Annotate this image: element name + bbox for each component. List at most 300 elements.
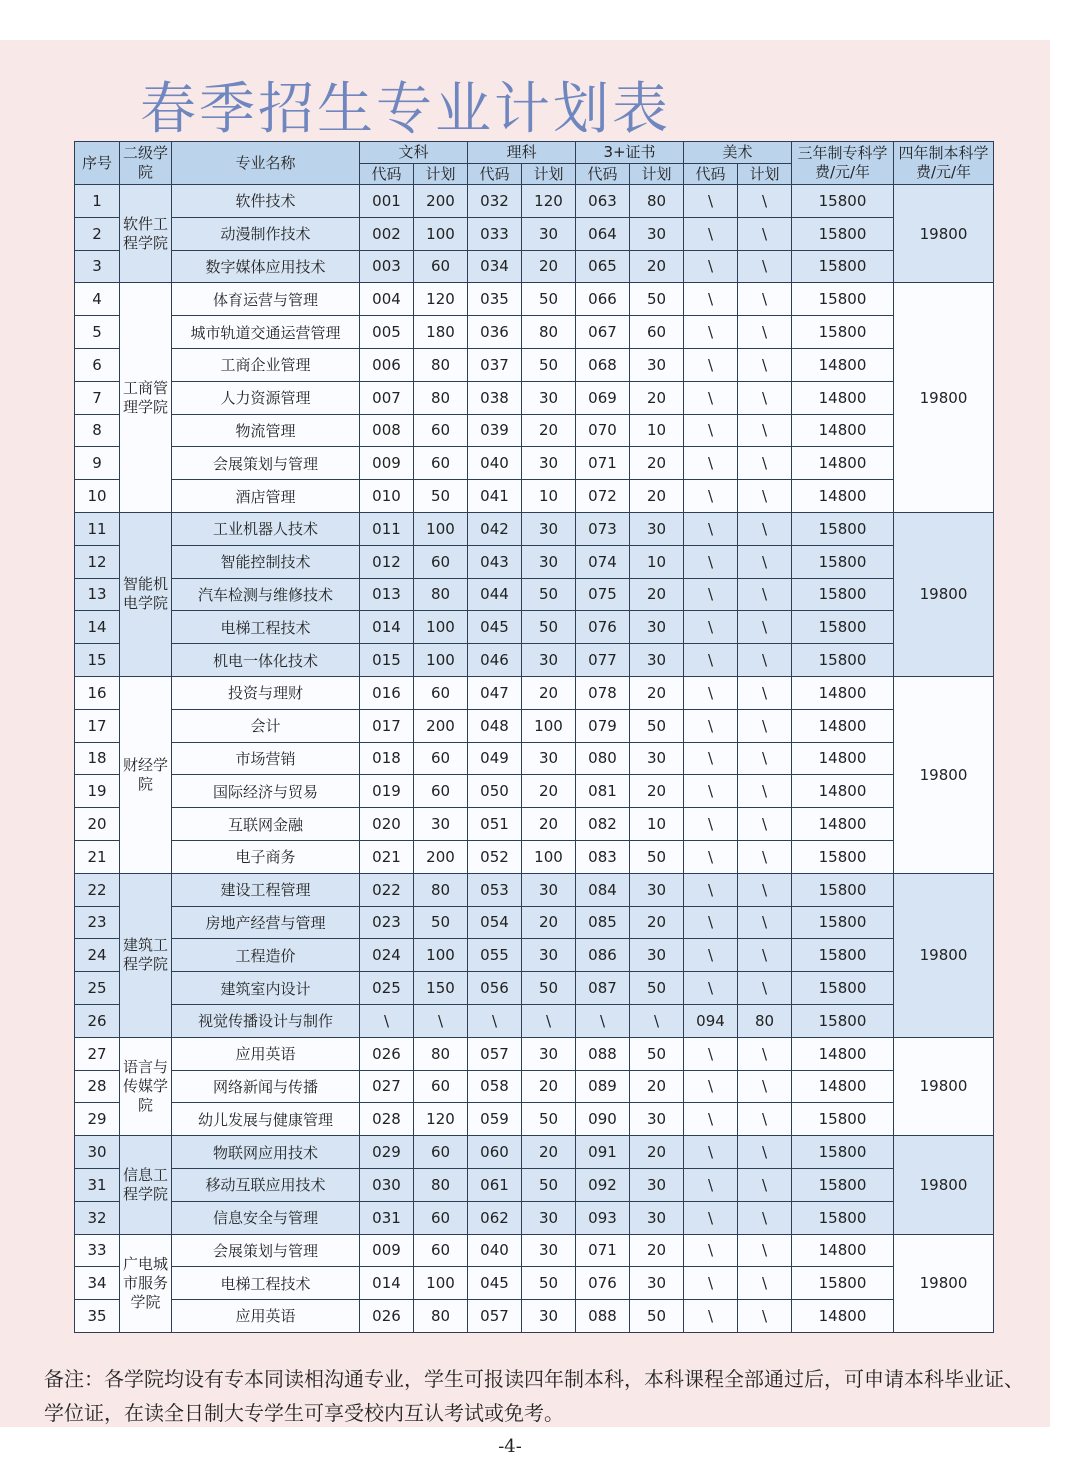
cell-sanjia-code: 064 <box>576 217 630 250</box>
cell-meishu-plan: \ <box>738 480 792 513</box>
cell-seq: 5 <box>75 316 120 349</box>
header-wenke: 文科 <box>360 142 468 164</box>
cell-sanjia-plan: 30 <box>630 1168 684 1201</box>
cell-wenke-code: 016 <box>360 676 414 709</box>
cell-major: 智能控制技术 <box>172 545 360 578</box>
footnote: 备注：各学院均设有专本同读相沟通专业，学生可报读四年制本科，本科课程全部通过后，可申请本科毕业证、学位证，在读全日制大专学生可享受校内互认考试或免考。 <box>44 1367 1024 1425</box>
cell-fee3: 14800 <box>792 1234 894 1267</box>
cell-like-plan: 120 <box>522 185 576 218</box>
cell-major: 互联网金融 <box>172 808 360 841</box>
cell-seq: 35 <box>75 1300 120 1333</box>
cell-wenke-code: 010 <box>360 480 414 513</box>
cell-wenke-code: 031 <box>360 1201 414 1234</box>
cell-sanjia-code: 067 <box>576 316 630 349</box>
header-plan: 计划 <box>738 164 792 185</box>
cell-major: 会展策划与管理 <box>172 447 360 480</box>
cell-meishu-plan: \ <box>738 217 792 250</box>
cell-wenke-code: 002 <box>360 217 414 250</box>
cell-wenke-code: 003 <box>360 250 414 283</box>
table-row <box>75 808 994 841</box>
table-row <box>75 873 994 906</box>
cell-major: 数字媒体应用技术 <box>172 250 360 283</box>
cell-seq: 28 <box>75 1070 120 1103</box>
cell-meishu-code: \ <box>684 840 738 873</box>
cell-major: 幼儿发展与健康管理 <box>172 1103 360 1136</box>
cell-meishu-plan: \ <box>738 512 792 545</box>
header-plan: 计划 <box>414 164 468 185</box>
cell-wenke-plan: 50 <box>414 906 468 939</box>
table-row <box>75 512 994 545</box>
cell-wenke-plan: 200 <box>414 709 468 742</box>
cell-meishu-code: \ <box>684 1300 738 1333</box>
cell-sanjia-plan: 20 <box>630 1070 684 1103</box>
cell-major: 建筑室内设计 <box>172 972 360 1005</box>
cell-fee4: 19800 <box>894 873 994 1037</box>
cell-like-code: 041 <box>468 480 522 513</box>
cell-major: 电子商务 <box>172 840 360 873</box>
cell-fee3: 15800 <box>792 250 894 283</box>
cell-seq: 1 <box>75 185 120 218</box>
cell-like-code: 038 <box>468 381 522 414</box>
table-body <box>75 185 994 1333</box>
cell-fee3: 14800 <box>792 348 894 381</box>
header-college: 二级学院 <box>120 142 172 185</box>
cell-wenke-plan: 80 <box>414 578 468 611</box>
table-row <box>75 447 994 480</box>
cell-wenke-plan: 60 <box>414 414 468 447</box>
cell-wenke-code: 019 <box>360 775 414 808</box>
cell-like-plan: 20 <box>522 906 576 939</box>
cell-meishu-code: \ <box>684 676 738 709</box>
cell-meishu-plan: \ <box>738 840 792 873</box>
cell-fee3: 15800 <box>792 217 894 250</box>
cell-wenke-code: 009 <box>360 447 414 480</box>
cell-sanjia-plan: 50 <box>630 972 684 1005</box>
cell-sanjia-plan: 10 <box>630 808 684 841</box>
table-row <box>75 480 994 513</box>
cell-wenke-code: 017 <box>360 709 414 742</box>
cell-sanjia-plan: 50 <box>630 1037 684 1070</box>
cell-like-plan: 20 <box>522 1070 576 1103</box>
cell-seq: 10 <box>75 480 120 513</box>
cell-like-code: 046 <box>468 644 522 677</box>
cell-meishu-code: 094 <box>684 1004 738 1037</box>
cell-sanjia-code: 092 <box>576 1168 630 1201</box>
cell-meishu-plan: \ <box>738 250 792 283</box>
cell-wenke-plan: 180 <box>414 316 468 349</box>
cell-like-plan: 30 <box>522 1201 576 1234</box>
cell-seq: 9 <box>75 447 120 480</box>
cell-wenke-code: 026 <box>360 1300 414 1333</box>
cell-sanjia-code: 071 <box>576 1234 630 1267</box>
cell-like-code: 053 <box>468 873 522 906</box>
cell-wenke-code: 028 <box>360 1103 414 1136</box>
cell-like-code: 052 <box>468 840 522 873</box>
cell-major: 软件技术 <box>172 185 360 218</box>
cell-meishu-plan: \ <box>738 972 792 1005</box>
cell-like-code: 048 <box>468 709 522 742</box>
cell-fee3: 14800 <box>792 1070 894 1103</box>
cell-sanjia-plan: 20 <box>630 578 684 611</box>
table-row <box>75 742 994 775</box>
cell-sanjia-code: 084 <box>576 873 630 906</box>
table-row <box>75 709 994 742</box>
table-row <box>75 1168 994 1201</box>
cell-meishu-plan: \ <box>738 348 792 381</box>
cell-like-plan: 30 <box>522 1037 576 1070</box>
cell-fee3: 15800 <box>792 1103 894 1136</box>
table-row <box>75 840 994 873</box>
cell-fee3: 15800 <box>792 1267 894 1300</box>
table-row <box>75 381 994 414</box>
cell-wenke-code: 014 <box>360 1267 414 1300</box>
header-code: 代码 <box>360 164 414 185</box>
cell-meishu-plan: \ <box>738 1070 792 1103</box>
cell-fee3: 15800 <box>792 939 894 972</box>
cell-meishu-code: \ <box>684 578 738 611</box>
cell-seq: 16 <box>75 676 120 709</box>
cell-wenke-plan: 200 <box>414 840 468 873</box>
cell-wenke-code: 009 <box>360 1234 414 1267</box>
cell-fee3: 15800 <box>792 316 894 349</box>
cell-wenke-code: 029 <box>360 1136 414 1169</box>
cell-wenke-plan: 80 <box>414 348 468 381</box>
cell-meishu-code: \ <box>684 283 738 316</box>
cell-meishu-plan: \ <box>738 611 792 644</box>
cell-like-code: 040 <box>468 1234 522 1267</box>
cell-sanjia-code: 091 <box>576 1136 630 1169</box>
cell-like-code: 060 <box>468 1136 522 1169</box>
cell-meishu-plan: \ <box>738 578 792 611</box>
cell-seq: 23 <box>75 906 120 939</box>
cell-sanjia-plan: 30 <box>630 1267 684 1300</box>
cell-wenke-code: 021 <box>360 840 414 873</box>
cell-wenke-plan: 80 <box>414 1168 468 1201</box>
cell-wenke-plan: 100 <box>414 644 468 677</box>
table-row <box>75 644 994 677</box>
cell-like-code: 045 <box>468 1267 522 1300</box>
page-number: -4- <box>498 1436 522 1457</box>
cell-sanjia-plan: 50 <box>630 1300 684 1333</box>
table-row <box>75 906 994 939</box>
cell-like-plan: 50 <box>522 972 576 1005</box>
cell-sanjia-code: 076 <box>576 1267 630 1300</box>
cell-like-plan: 20 <box>522 1136 576 1169</box>
cell-wenke-code: 015 <box>360 644 414 677</box>
cell-major: 会展策划与管理 <box>172 1234 360 1267</box>
cell-meishu-plan: \ <box>738 644 792 677</box>
cell-meishu-plan: \ <box>738 1037 792 1070</box>
cell-meishu-code: \ <box>684 611 738 644</box>
cell-seq: 2 <box>75 217 120 250</box>
cell-sanjia-code: 093 <box>576 1201 630 1234</box>
cell-sanjia-code: 087 <box>576 972 630 1005</box>
cell-sanjia-code: 080 <box>576 742 630 775</box>
cell-fee3: 14800 <box>792 447 894 480</box>
cell-meishu-plan: \ <box>738 939 792 972</box>
cell-wenke-plan: 60 <box>414 447 468 480</box>
cell-wenke-code: 020 <box>360 808 414 841</box>
cell-meishu-code: \ <box>684 1136 738 1169</box>
cell-sanjia-code: 088 <box>576 1037 630 1070</box>
cell-seq: 27 <box>75 1037 120 1070</box>
cell-fee4: 19800 <box>894 185 994 283</box>
cell-fee3: 15800 <box>792 578 894 611</box>
cell-sanjia-plan: 20 <box>630 447 684 480</box>
cell-meishu-plan: \ <box>738 742 792 775</box>
cell-sanjia-code: 075 <box>576 578 630 611</box>
cell-meishu-plan: \ <box>738 381 792 414</box>
cell-wenke-plan: 60 <box>414 775 468 808</box>
cell-sanjia-plan: 20 <box>630 775 684 808</box>
cell-meishu-plan: \ <box>738 414 792 447</box>
cell-sanjia-code: 071 <box>576 447 630 480</box>
cell-wenke-plan: 80 <box>414 1300 468 1333</box>
cell-seq: 4 <box>75 283 120 316</box>
cell-major: 体育运营与管理 <box>172 283 360 316</box>
table-row <box>75 1234 994 1267</box>
cell-like-plan: 50 <box>522 283 576 316</box>
cell-major: 应用英语 <box>172 1037 360 1070</box>
cell-wenke-plan: 60 <box>414 545 468 578</box>
cell-sanjia-code: 073 <box>576 512 630 545</box>
cell-like-code: 059 <box>468 1103 522 1136</box>
cell-sanjia-plan: 50 <box>630 840 684 873</box>
cell-seq: 7 <box>75 381 120 414</box>
cell-like-code: 047 <box>468 676 522 709</box>
cell-like-plan: 30 <box>522 381 576 414</box>
cell-wenke-plan: 80 <box>414 873 468 906</box>
cell-like-code: 056 <box>468 972 522 1005</box>
cell-like-code: 061 <box>468 1168 522 1201</box>
cell-like-plan: 100 <box>522 709 576 742</box>
cell-meishu-plan: \ <box>738 808 792 841</box>
cell-like-plan: 20 <box>522 414 576 447</box>
cell-seq: 20 <box>75 808 120 841</box>
cell-sanjia-plan: \ <box>630 1004 684 1037</box>
cell-like-code: 044 <box>468 578 522 611</box>
cell-wenke-plan: 120 <box>414 283 468 316</box>
cell-sanjia-code: 069 <box>576 381 630 414</box>
cell-like-plan: 10 <box>522 480 576 513</box>
cell-meishu-plan: \ <box>738 676 792 709</box>
cell-wenke-plan: 200 <box>414 185 468 218</box>
cell-like-plan: 30 <box>522 217 576 250</box>
table-row <box>75 611 994 644</box>
cell-like-code: 049 <box>468 742 522 775</box>
cell-meishu-code: \ <box>684 1070 738 1103</box>
cell-fee3: 14800 <box>792 1300 894 1333</box>
table-row <box>75 1070 994 1103</box>
cell-major: 市场营销 <box>172 742 360 775</box>
cell-wenke-code: 001 <box>360 185 414 218</box>
table-row <box>75 1004 994 1037</box>
table-row <box>75 217 994 250</box>
cell-wenke-code: 011 <box>360 512 414 545</box>
cell-sanjia-code: 076 <box>576 611 630 644</box>
cell-college: 财经学院 <box>120 676 172 873</box>
cell-meishu-code: \ <box>684 480 738 513</box>
cell-wenke-code: 030 <box>360 1168 414 1201</box>
cell-meishu-plan: \ <box>738 185 792 218</box>
cell-sanjia-plan: 20 <box>630 250 684 283</box>
enrollment-plan-table <box>74 141 994 1333</box>
cell-like-plan: 20 <box>522 250 576 283</box>
cell-fee4: 19800 <box>894 1234 994 1332</box>
cell-seq: 33 <box>75 1234 120 1267</box>
cell-seq: 15 <box>75 644 120 677</box>
cell-fee3: 14800 <box>792 808 894 841</box>
cell-like-code: \ <box>468 1004 522 1037</box>
cell-major: 建设工程管理 <box>172 873 360 906</box>
header-major: 专业名称 <box>172 142 360 185</box>
cell-major: 电梯工程技术 <box>172 1267 360 1300</box>
cell-major: 汽车检测与维修技术 <box>172 578 360 611</box>
cell-wenke-code: 005 <box>360 316 414 349</box>
cell-sanjia-plan: 30 <box>630 512 684 545</box>
cell-like-code: 032 <box>468 185 522 218</box>
cell-sanjia-plan: 20 <box>630 906 684 939</box>
cell-seq: 24 <box>75 939 120 972</box>
cell-major: 酒店管理 <box>172 480 360 513</box>
cell-meishu-code: \ <box>684 709 738 742</box>
cell-fee3: 14800 <box>792 742 894 775</box>
cell-meishu-code: \ <box>684 742 738 775</box>
cell-fee3: 15800 <box>792 1168 894 1201</box>
cell-fee3: 14800 <box>792 480 894 513</box>
cell-seq: 14 <box>75 611 120 644</box>
cell-meishu-plan: \ <box>738 1136 792 1169</box>
cell-like-plan: 30 <box>522 447 576 480</box>
table-row <box>75 414 994 447</box>
cell-fee3: 14800 <box>792 709 894 742</box>
cell-wenke-code: 012 <box>360 545 414 578</box>
cell-seq: 21 <box>75 840 120 873</box>
cell-seq: 31 <box>75 1168 120 1201</box>
cell-college: 工商管理学院 <box>120 283 172 513</box>
cell-wenke-code: 008 <box>360 414 414 447</box>
table-row <box>75 250 994 283</box>
table-row <box>75 972 994 1005</box>
cell-sanjia-code: 068 <box>576 348 630 381</box>
cell-meishu-code: \ <box>684 1201 738 1234</box>
cell-major: 国际经济与贸易 <box>172 775 360 808</box>
cell-wenke-plan: 100 <box>414 939 468 972</box>
cell-meishu-plan: \ <box>738 775 792 808</box>
cell-meishu-code: \ <box>684 1037 738 1070</box>
cell-major: 应用英语 <box>172 1300 360 1333</box>
cell-like-code: 043 <box>468 545 522 578</box>
table-row <box>75 1300 994 1333</box>
cell-like-code: 051 <box>468 808 522 841</box>
table-row <box>75 316 994 349</box>
cell-seq: 8 <box>75 414 120 447</box>
cell-sanjia-plan: 60 <box>630 316 684 349</box>
cell-sanjia-plan: 30 <box>630 873 684 906</box>
cell-wenke-plan: 100 <box>414 512 468 545</box>
cell-meishu-plan: \ <box>738 1103 792 1136</box>
cell-sanjia-code: 072 <box>576 480 630 513</box>
table-row <box>75 1201 994 1234</box>
cell-meishu-code: \ <box>684 1234 738 1267</box>
cell-like-plan: \ <box>522 1004 576 1037</box>
cell-meishu-plan: \ <box>738 447 792 480</box>
cell-sanjia-code: 065 <box>576 250 630 283</box>
cell-seq: 17 <box>75 709 120 742</box>
cell-like-plan: 30 <box>522 545 576 578</box>
cell-fee3: 15800 <box>792 840 894 873</box>
cell-meishu-plan: \ <box>738 1234 792 1267</box>
header-meishu: 美术 <box>684 142 792 164</box>
cell-wenke-plan: 50 <box>414 480 468 513</box>
cell-like-code: 058 <box>468 1070 522 1103</box>
header-plan: 计划 <box>522 164 576 185</box>
cell-wenke-plan: 80 <box>414 381 468 414</box>
cell-like-plan: 30 <box>522 873 576 906</box>
header-fee3: 三年制专科学费/元/年 <box>792 142 894 185</box>
cell-meishu-plan: \ <box>738 873 792 906</box>
cell-meishu-code: \ <box>684 512 738 545</box>
cell-like-code: 062 <box>468 1201 522 1234</box>
cell-like-code: 037 <box>468 348 522 381</box>
cell-meishu-code: \ <box>684 217 738 250</box>
cell-major: 信息安全与管理 <box>172 1201 360 1234</box>
cell-sanjia-code: 077 <box>576 644 630 677</box>
cell-college: 信息工程学院 <box>120 1136 172 1234</box>
cell-like-plan: 20 <box>522 808 576 841</box>
cell-major: 移动互联应用技术 <box>172 1168 360 1201</box>
cell-wenke-code: 024 <box>360 939 414 972</box>
cell-sanjia-code: 074 <box>576 545 630 578</box>
cell-sanjia-code: 086 <box>576 939 630 972</box>
cell-fee3: 15800 <box>792 545 894 578</box>
table-row <box>75 1103 994 1136</box>
cell-major: 工业机器人技术 <box>172 512 360 545</box>
cell-major: 电梯工程技术 <box>172 611 360 644</box>
cell-like-code: 054 <box>468 906 522 939</box>
cell-fee3: 15800 <box>792 611 894 644</box>
cell-seq: 3 <box>75 250 120 283</box>
cell-sanjia-code: 089 <box>576 1070 630 1103</box>
cell-seq: 11 <box>75 512 120 545</box>
cell-wenke-plan: 60 <box>414 1234 468 1267</box>
cell-like-plan: 100 <box>522 840 576 873</box>
cell-meishu-code: \ <box>684 1267 738 1300</box>
cell-fee3: 15800 <box>792 1136 894 1169</box>
cell-like-plan: 50 <box>522 1103 576 1136</box>
cell-sanjia-code: 066 <box>576 283 630 316</box>
cell-fee4: 19800 <box>894 1136 994 1234</box>
cell-sanjia-code: 088 <box>576 1300 630 1333</box>
cell-sanjia-plan: 20 <box>630 381 684 414</box>
cell-meishu-code: \ <box>684 644 738 677</box>
cell-wenke-code: 025 <box>360 972 414 1005</box>
cell-fee3: 15800 <box>792 283 894 316</box>
header-like: 理科 <box>468 142 576 164</box>
cell-fee4: 19800 <box>894 676 994 873</box>
cell-fee3: 14800 <box>792 414 894 447</box>
cell-sanjia-plan: 30 <box>630 611 684 644</box>
table-row <box>75 676 994 709</box>
cell-fee3: 15800 <box>792 1004 894 1037</box>
cell-major: 会计 <box>172 709 360 742</box>
header-code: 代码 <box>684 164 738 185</box>
cell-wenke-plan: 120 <box>414 1103 468 1136</box>
cell-meishu-plan: \ <box>738 1267 792 1300</box>
cell-sanjia-plan: 30 <box>630 217 684 250</box>
cell-seq: 34 <box>75 1267 120 1300</box>
cell-meishu-plan: \ <box>738 906 792 939</box>
